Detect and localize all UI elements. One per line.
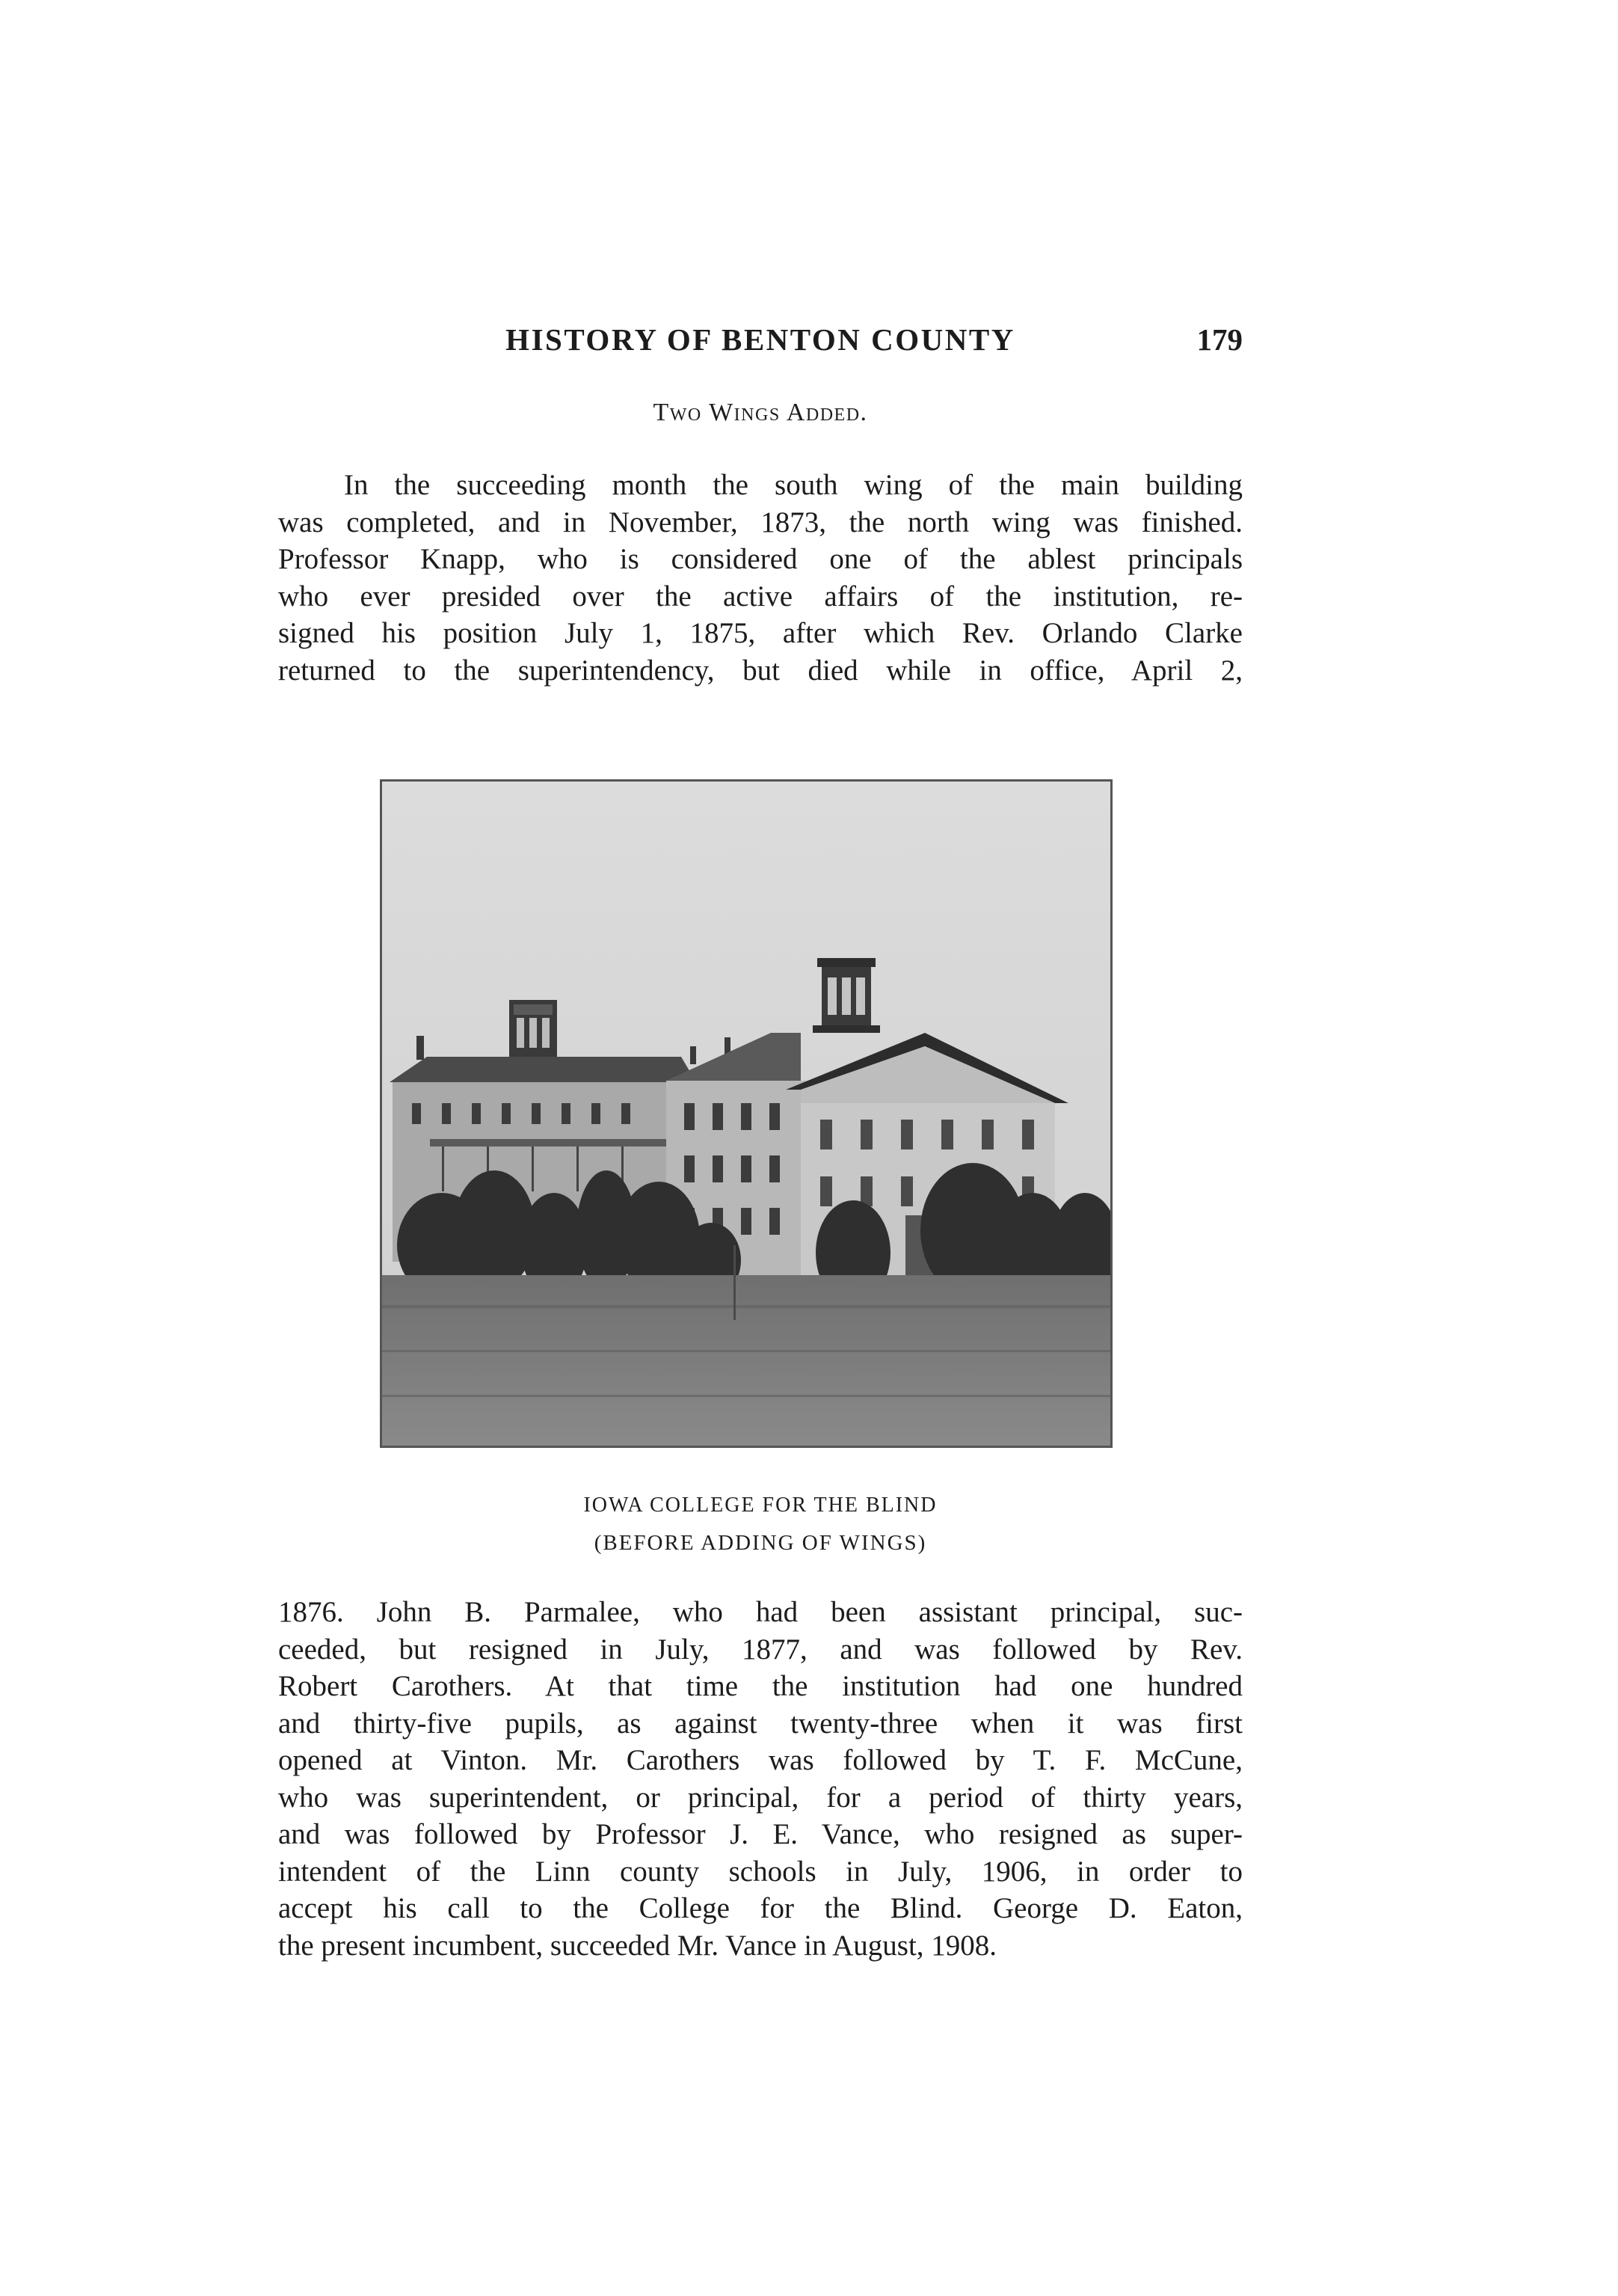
paragraph-2 (278, 1594, 1243, 1964)
paragraph-line: In the succeeding month the south wing of the main building (344, 469, 1243, 501)
figure-caption-note: (BEFORE ADDING OF WINGS) (594, 1531, 927, 1555)
paragraph-line: was completed, and in November, 1873, the north wing was finished. (278, 506, 1243, 538)
figure-caption-title: IOWA COLLEGE FOR THE BLIND (583, 1494, 938, 1517)
paragraph-1 (278, 467, 1243, 689)
page-number: 179 (1196, 322, 1243, 357)
paragraph-line: and was followed by Professor J. E. Vance, who resigned as super- (278, 1818, 1243, 1850)
paragraph-line: and thirty-five pupils, as against twenty-three when it was first (278, 1707, 1243, 1740)
paragraph-line: Professor Knapp, who is considered one of the ablest principals (278, 543, 1243, 575)
paragraph-line: 1876. John B. Parmalee, who had been assistant principal, suc- (278, 1596, 1243, 1628)
paragraph-line: returned to the superintendency, but died while in office, April 2, (278, 654, 1243, 687)
building-photograph (380, 779, 1113, 1448)
paragraph-line: Robert Carothers. At that time the institution had one hundred (278, 1670, 1243, 1702)
paragraph-line: accept his call to the College for the Blind. George D. Eaton, (278, 1892, 1243, 1924)
running-head (278, 322, 1243, 366)
paragraph-line: who ever presided over the active affairs of the institution, re- (278, 580, 1243, 613)
paragraph-line: the present incumbent, succeeded Mr. Vance in August, 1908. (278, 1929, 997, 1962)
paragraph-line: intendent of the Linn county schools in July, 1906, in order to (278, 1855, 1243, 1888)
college-building-illustration (382, 782, 1110, 1446)
paragraph-line: ceeded, but resigned in July, 1877, and was followed by Rev. (278, 1633, 1243, 1666)
paragraph-line: signed his position July 1, 1875, after which Rev. Orlando Clarke (278, 617, 1243, 649)
paragraph-line: who was superintendent, or principal, for a period of thirty years, (278, 1781, 1243, 1814)
section-heading: Two Wings Added. (653, 399, 868, 426)
running-title: HISTORY OF BENTON COUNTY (505, 322, 1015, 357)
paragraph-line: opened at Vinton. Mr. Carothers was followed by T. F. McCune, (278, 1744, 1243, 1776)
